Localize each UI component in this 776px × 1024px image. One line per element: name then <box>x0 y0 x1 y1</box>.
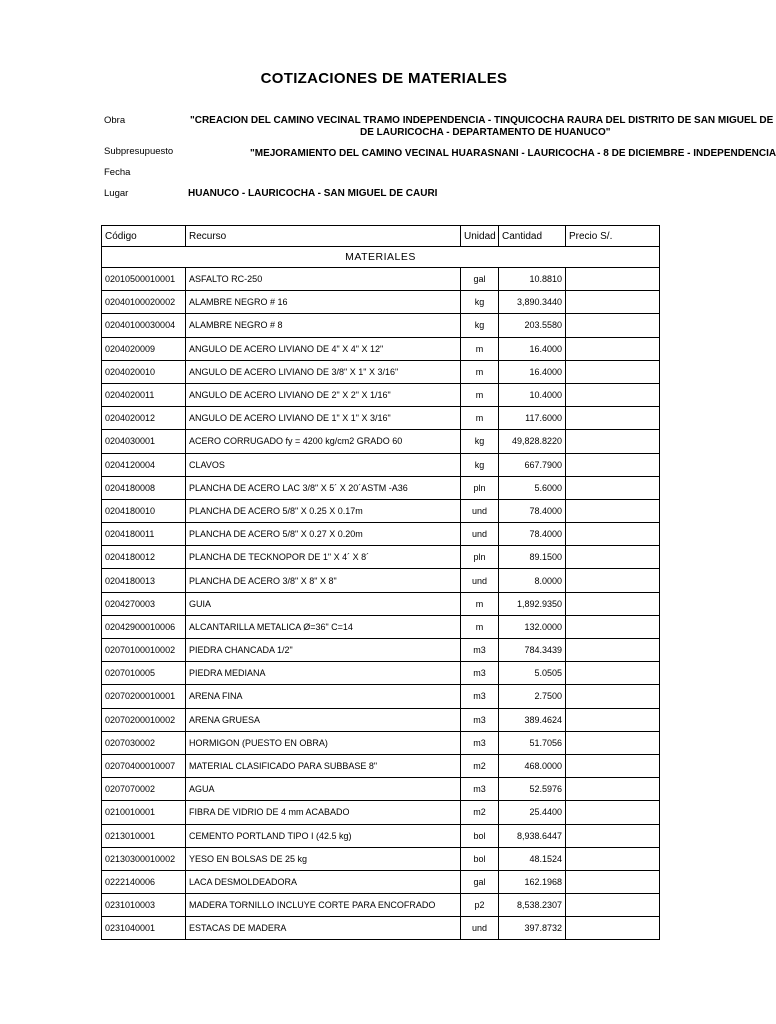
cell-price <box>566 383 660 406</box>
cell-quantity: 52.5976 <box>499 778 566 801</box>
table-row <box>102 685 660 708</box>
cell-code: 0204270003 <box>102 592 186 615</box>
cell-code: 02040100020002 <box>102 291 186 314</box>
table-row <box>102 662 660 685</box>
cell-price <box>566 801 660 824</box>
cell-resource: HORMIGON (PUESTO EN OBRA) <box>186 731 461 754</box>
table-row <box>102 731 660 754</box>
cell-resource: CLAVOS <box>186 453 461 476</box>
cell-code: 0204020009 <box>102 337 186 360</box>
cell-quantity: 5.6000 <box>499 476 566 499</box>
cell-code: 02010500010001 <box>102 268 186 291</box>
cell-unit: m <box>461 615 499 638</box>
cell-price <box>566 430 660 453</box>
cell-quantity: 8,938.6447 <box>499 824 566 847</box>
cell-quantity: 48.1524 <box>499 847 566 870</box>
cell-resource: PLANCHA DE TECKNOPOR DE 1" X 4´ X 8´ <box>186 546 461 569</box>
cell-unit: und <box>461 523 499 546</box>
cell-unit: m <box>461 337 499 360</box>
cell-unit: kg <box>461 314 499 337</box>
cell-unit: m <box>461 407 499 430</box>
lugar-label: Lugar <box>104 188 129 199</box>
cell-quantity: 784.3439 <box>499 639 566 662</box>
cell-price <box>566 337 660 360</box>
cell-quantity: 162.1968 <box>499 870 566 893</box>
cell-quantity: 2.7500 <box>499 685 566 708</box>
cell-unit: p2 <box>461 894 499 917</box>
cell-price <box>566 824 660 847</box>
cell-price <box>566 314 660 337</box>
cell-unit: m3 <box>461 708 499 731</box>
cell-quantity: 10.4000 <box>499 383 566 406</box>
table-row <box>102 523 660 546</box>
page-title: COTIZACIONES DE MATERIALES <box>260 70 508 87</box>
header-cantidad: Cantidad <box>499 226 566 247</box>
cell-unit: m <box>461 383 499 406</box>
cell-quantity: 132.0000 <box>499 615 566 638</box>
cell-quantity: 397.8732 <box>499 917 566 940</box>
table-row <box>102 754 660 777</box>
cell-resource: ASFALTO RC-250 <box>186 268 461 291</box>
cell-resource: FIBRA DE VIDRIO DE 4 mm ACABADO <box>186 801 461 824</box>
cell-unit: m3 <box>461 639 499 662</box>
cell-unit: gal <box>461 268 499 291</box>
cell-quantity: 78.4000 <box>499 523 566 546</box>
table-row <box>102 383 660 406</box>
cell-unit: kg <box>461 453 499 476</box>
cell-unit: und <box>461 569 499 592</box>
cell-code: 02070400010007 <box>102 754 186 777</box>
cell-quantity: 25.4400 <box>499 801 566 824</box>
cell-price <box>566 708 660 731</box>
cell-code: 0213010001 <box>102 824 186 847</box>
cell-quantity: 5.0505 <box>499 662 566 685</box>
cell-code: 02070100010002 <box>102 639 186 662</box>
table-row <box>102 592 660 615</box>
cell-code: 0207070002 <box>102 778 186 801</box>
cell-code: 02040100030004 <box>102 314 186 337</box>
cell-code: 0204020011 <box>102 383 186 406</box>
cell-code: 02070200010001 <box>102 685 186 708</box>
cell-resource: ALAMBRE NEGRO # 16 <box>186 291 461 314</box>
cell-quantity: 89.1500 <box>499 546 566 569</box>
table-header-row <box>102 226 660 247</box>
cell-unit: gal <box>461 870 499 893</box>
cell-resource: CEMENTO PORTLAND TIPO I (42.5 kg) <box>186 824 461 847</box>
table-row <box>102 430 660 453</box>
fecha-label: Fecha <box>104 167 131 178</box>
header-codigo: Código <box>102 226 186 247</box>
cell-resource: ARENA FINA <box>186 685 461 708</box>
table-row <box>102 917 660 940</box>
cell-quantity: 667.7900 <box>499 453 566 476</box>
cell-code: 02042900010006 <box>102 615 186 638</box>
cell-unit: und <box>461 917 499 940</box>
cell-code: 0204180010 <box>102 499 186 522</box>
cell-code: 02070200010002 <box>102 708 186 731</box>
cell-price <box>566 453 660 476</box>
cell-quantity: 3,890.3440 <box>499 291 566 314</box>
cell-price <box>566 499 660 522</box>
table-row <box>102 268 660 291</box>
cell-unit: und <box>461 499 499 522</box>
cell-price <box>566 407 660 430</box>
table-row <box>102 894 660 917</box>
cell-quantity: 117.6000 <box>499 407 566 430</box>
obra-value-line2: DE LAURICOCHA - DEPARTAMENTO DE HUANUCO" <box>360 127 611 138</box>
cell-resource: LACA DESMOLDEADORA <box>186 870 461 893</box>
cell-unit: m2 <box>461 801 499 824</box>
cell-unit: bol <box>461 824 499 847</box>
cell-code: 0222140006 <box>102 870 186 893</box>
cell-resource: ACERO CORRUGADO fy = 4200 kg/cm2 GRADO 60 <box>186 430 461 453</box>
cell-unit: bol <box>461 847 499 870</box>
cell-resource: ANGULO DE ACERO LIVIANO DE 4" X 4" X 12" <box>186 337 461 360</box>
section-row <box>102 247 660 268</box>
cell-resource: PIEDRA CHANCADA 1/2" <box>186 639 461 662</box>
cell-quantity: 8,538.2307 <box>499 894 566 917</box>
table-row <box>102 870 660 893</box>
cell-resource: PLANCHA DE ACERO 5/8" X 0.27 X 0.20m <box>186 523 461 546</box>
cell-code: 0204120004 <box>102 453 186 476</box>
cell-unit: m2 <box>461 754 499 777</box>
cell-code: 0207010005 <box>102 662 186 685</box>
materials-table <box>101 225 660 940</box>
cell-unit: m3 <box>461 778 499 801</box>
cell-quantity: 8.0000 <box>499 569 566 592</box>
subpresupuesto-value: "MEJORAMIENTO DEL CAMINO VECINAL HUARASNANI - LAURICOCHA - 8 DE DICIEMBRE - INDEPENDENCIA <box>250 148 776 159</box>
cell-resource: ANGULO DE ACERO LIVIANO DE 3/8" X 1" X 3/16" <box>186 360 461 383</box>
cell-resource: YESO EN BOLSAS DE 25 kg <box>186 847 461 870</box>
cell-resource: PIEDRA MEDIANA <box>186 662 461 685</box>
cell-price <box>566 917 660 940</box>
cell-price <box>566 662 660 685</box>
cell-unit: kg <box>461 291 499 314</box>
cell-code: 0204180008 <box>102 476 186 499</box>
cell-price <box>566 778 660 801</box>
cell-price <box>566 476 660 499</box>
cell-code: 0204030001 <box>102 430 186 453</box>
cell-quantity: 51.7056 <box>499 731 566 754</box>
table-row <box>102 824 660 847</box>
table-row <box>102 337 660 360</box>
header-recurso: Recurso <box>186 226 461 247</box>
cell-resource: AGUA <box>186 778 461 801</box>
cell-unit: m <box>461 592 499 615</box>
table-row <box>102 453 660 476</box>
cell-price <box>566 360 660 383</box>
cell-quantity: 468.0000 <box>499 754 566 777</box>
cell-resource: ALAMBRE NEGRO # 8 <box>186 314 461 337</box>
cell-price <box>566 870 660 893</box>
cell-code: 0204180013 <box>102 569 186 592</box>
cell-code: 0204020012 <box>102 407 186 430</box>
cell-code: 0207030002 <box>102 731 186 754</box>
table-row <box>102 314 660 337</box>
cell-resource: ARENA GRUESA <box>186 708 461 731</box>
section-title: MATERIALES <box>102 247 660 268</box>
cell-unit: m <box>461 360 499 383</box>
obra-label: Obra <box>104 115 126 126</box>
cell-price <box>566 615 660 638</box>
cell-unit: pln <box>461 476 499 499</box>
cell-code: 0204020010 <box>102 360 186 383</box>
table-row <box>102 476 660 499</box>
cell-quantity: 16.4000 <box>499 360 566 383</box>
cell-resource: ANGULO DE ACERO LIVIANO DE 2" X 2" X 1/16" <box>186 383 461 406</box>
cell-code: 0204180012 <box>102 546 186 569</box>
table-row <box>102 615 660 638</box>
cell-resource: MATERIAL CLASIFICADO PARA SUBBASE 8" <box>186 754 461 777</box>
cell-resource: ESTACAS DE MADERA <box>186 917 461 940</box>
cell-quantity: 203.5580 <box>499 314 566 337</box>
cell-unit: m3 <box>461 731 499 754</box>
table-row <box>102 847 660 870</box>
cell-price <box>566 847 660 870</box>
cell-price <box>566 523 660 546</box>
header-precio: Precio S/. <box>566 226 660 247</box>
cell-quantity: 389.4624 <box>499 708 566 731</box>
cell-price <box>566 894 660 917</box>
table-row <box>102 291 660 314</box>
cell-unit: kg <box>461 430 499 453</box>
cell-code: 0231040001 <box>102 917 186 940</box>
table-row <box>102 639 660 662</box>
header-unidad: Unidad <box>461 226 499 247</box>
cell-unit: m3 <box>461 662 499 685</box>
table-row <box>102 708 660 731</box>
obra-value-line1: "CREACION DEL CAMINO VECINAL TRAMO INDEPENDENCIA - TINQUICOCHA RAURA DEL DISTRITO DE SAN MIGUEL DE <box>190 115 774 126</box>
cell-quantity: 10.8810 <box>499 268 566 291</box>
cell-code: 02130300010002 <box>102 847 186 870</box>
cell-price <box>566 639 660 662</box>
cell-quantity: 16.4000 <box>499 337 566 360</box>
cell-price <box>566 754 660 777</box>
table-row <box>102 801 660 824</box>
cell-resource: PLANCHA DE ACERO LAC 3/8" X 5´ X 20´ASTM -A36 <box>186 476 461 499</box>
table-row <box>102 499 660 522</box>
cell-resource: ALCANTARILLA METALICA Ø=36" C=14 <box>186 615 461 638</box>
cell-quantity: 1,892.9350 <box>499 592 566 615</box>
cell-price <box>566 592 660 615</box>
cell-quantity: 78.4000 <box>499 499 566 522</box>
cell-code: 0210010001 <box>102 801 186 824</box>
cell-code: 0231010003 <box>102 894 186 917</box>
cell-resource: PLANCHA DE ACERO 3/8" X 8" X 8" <box>186 569 461 592</box>
cell-price <box>566 569 660 592</box>
cell-price <box>566 546 660 569</box>
lugar-value: HUANUCO - LAURICOCHA - SAN MIGUEL DE CAURI <box>188 188 438 199</box>
cell-resource: ANGULO DE ACERO LIVIANO DE 1" X 1" X 3/16" <box>186 407 461 430</box>
cell-unit: m3 <box>461 685 499 708</box>
table-row <box>102 778 660 801</box>
cell-price <box>566 291 660 314</box>
cell-resource: MADERA TORNILLO INCLUYE CORTE PARA ENCOFRADO <box>186 894 461 917</box>
table-row <box>102 546 660 569</box>
cell-quantity: 49,828.8220 <box>499 430 566 453</box>
table-row <box>102 569 660 592</box>
cell-resource: PLANCHA DE ACERO 5/8" X 0.25 X 0.17m <box>186 499 461 522</box>
table-row <box>102 360 660 383</box>
cell-price <box>566 268 660 291</box>
cell-code: 0204180011 <box>102 523 186 546</box>
cell-resource: GUIA <box>186 592 461 615</box>
table-row <box>102 407 660 430</box>
cell-unit: pln <box>461 546 499 569</box>
subpresupuesto-label: Subpresupuesto <box>104 146 174 157</box>
cell-price <box>566 685 660 708</box>
cell-price <box>566 731 660 754</box>
materials-table-body <box>102 226 660 940</box>
